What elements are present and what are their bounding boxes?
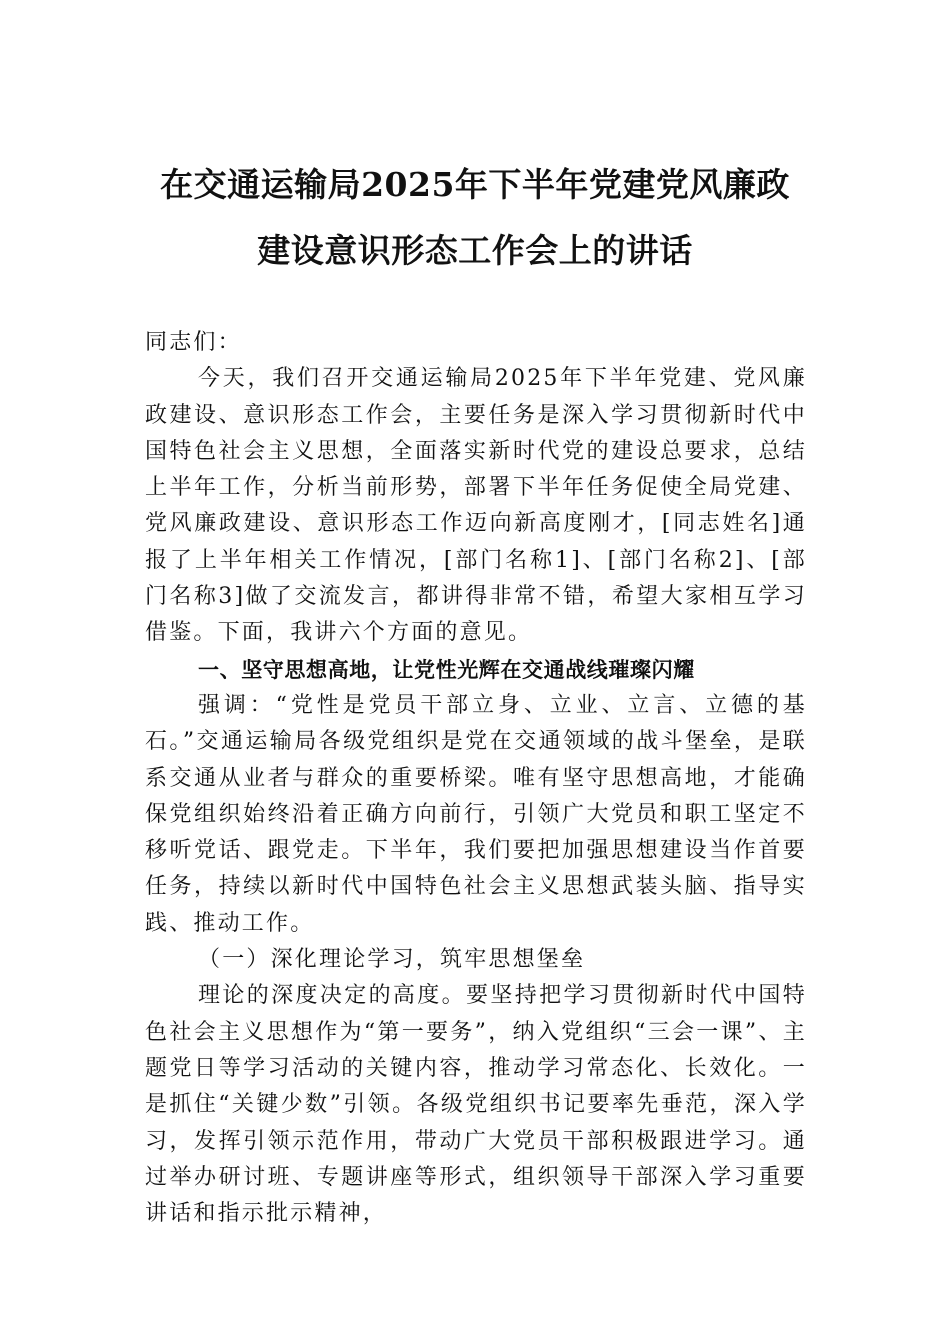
intro-paragraph: 今天，我们召开交通运输局2025年下半年党建、党风廉政建设、意识形态工作会，主要任务是深入学习贯彻新时代中国特色社会主义思想，全面落实新时代党的建设总要求，总结上半年工作，分析当前形势，部署下半年任务促使全局党建、党风廉政建设、意识形态工作迈向新高度刚才，[同志姓名]通报了上半年相关工作情况，[部门名称1]、[部门名称2]、[部门名称3]做了交流发言，都讲得非常不错，希望大家相互学习借鉴。下面，我讲六个方面的意见。 xyxy=(145,366,807,646)
document-title xyxy=(120,152,830,284)
section-paragraph-1: 强调：“党性是党员干部立身、立业、立言、立德的基石。”交通运输局各级党组织是党在交通领域的战斗堡垒，是联系交通从业者与群众的重要桥梁。唯有坚守思想高地，才能确保党组织始终沿着正确方向前行，引领广大党员和职工坚定不移听党话、跟党走。下半年，我们要把加强思想建设当作首要任务，持续以新时代中国特色社会主义思想武装头脑、指导实践、推动工作。 xyxy=(145,692,807,936)
subsection-paragraph-1: 理论的深度决定的高度。要坚持把学习贯彻新时代中国特色社会主义思想作为“第一要务”，纳入党组织“三会一课”、主题党日等学习活动的关键内容，推动学习常态化、长效化。一是抓住“关键少数”引领。各级党组织书记要率先垂范，深入学习，发挥引领示范作用，带动广大党员干部积极跟进学习。通过举办研讨班、专题讲座等形式，组织领导干部深入学习重要讲话和指示批示精神， xyxy=(145,983,807,1227)
section-heading-1: 一、坚守思想高地，让党性光辉在交通战线璀璨闪耀 xyxy=(198,657,695,682)
subsection-heading-1: （一）深化理论学习，筑牢思想堡垒 xyxy=(198,947,586,973)
salutation: 同志们： xyxy=(145,330,242,355)
document-body xyxy=(145,325,807,1232)
title-line-2: 建设意识形态工作会上的讲话 xyxy=(257,231,693,270)
title-line-1: 在交通运输局2025年下半年党建党风廉政 xyxy=(160,165,790,204)
